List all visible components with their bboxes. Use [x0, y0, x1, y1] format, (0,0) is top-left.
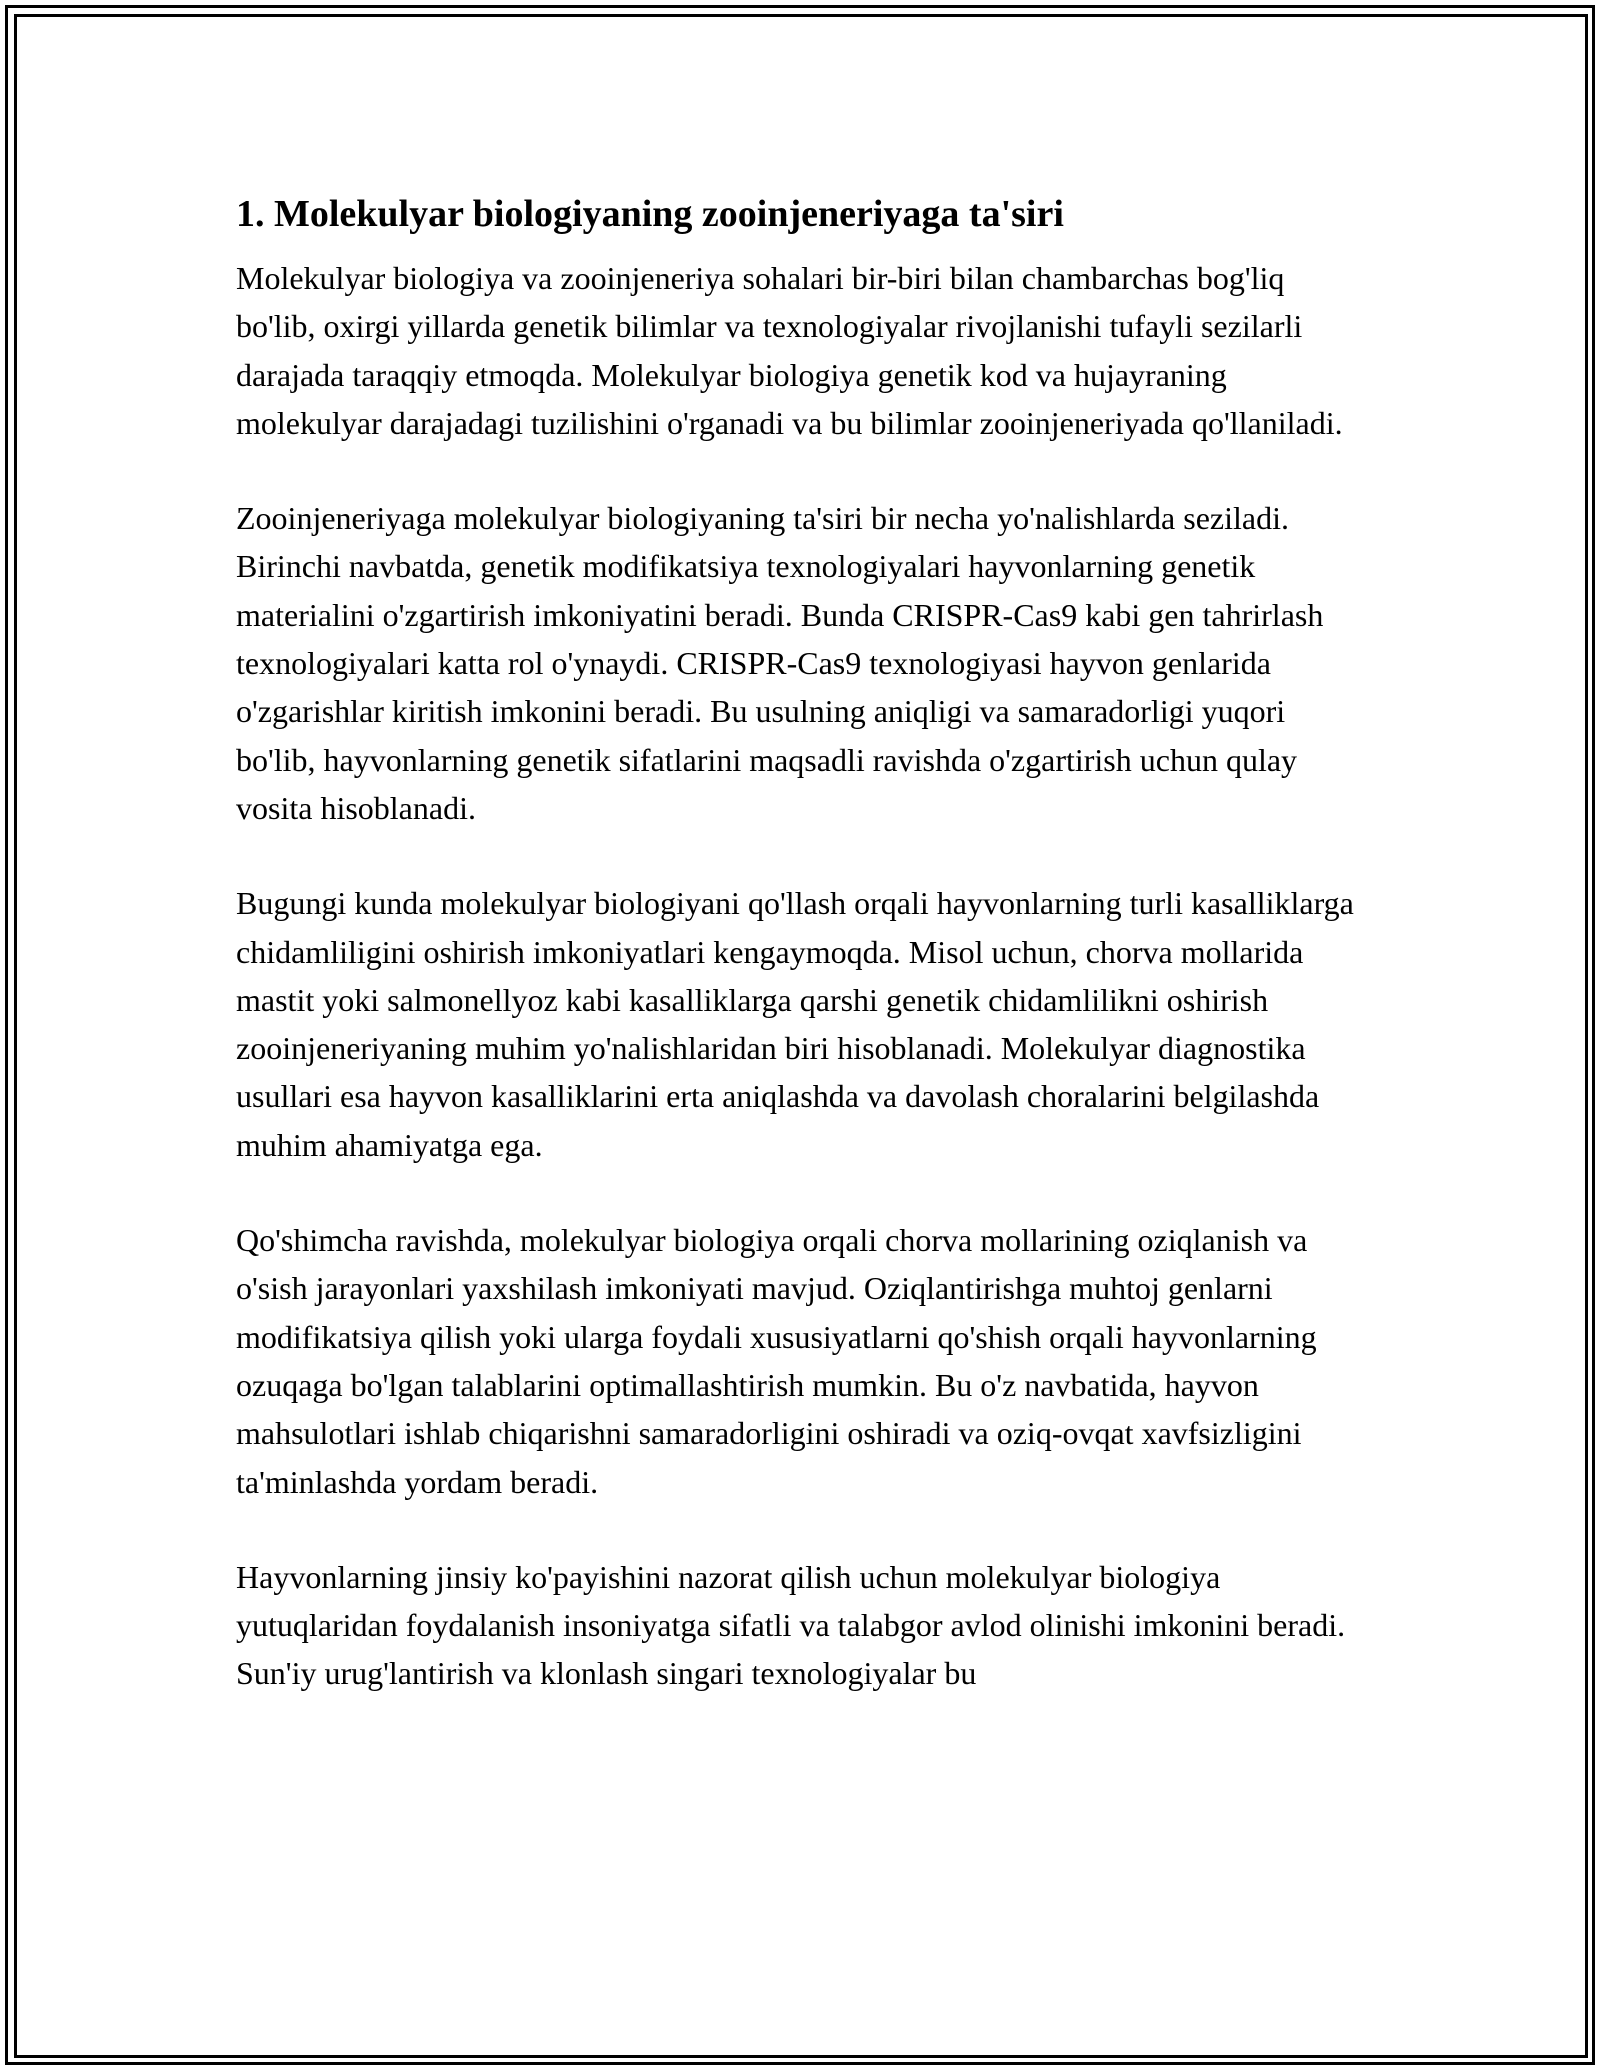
- document-body: [236, 182, 1366, 1698]
- section-heading: 1. Molekulyar biologiyaning zooinjeneriyaga ta'siri: [236, 193, 1064, 235]
- paragraph-2: Zooinjeneriyaga molekulyar biologiyaning ta'siri bir necha yo'nalishlarda seziladi. Birinchi navbatda, genetik modifikatsiya texnologiyalari hayvonlarning genetik materialini o'zgartirish imkoniyatini beradi. Bunda CRISPR-Cas9 kabi gen tahrirlash texnologiyalari katta rol o'ynaydi. CRISPR-Cas9 texnologiyasi hayvon genlarida o'zgarishlar kiritish imkonini beradi. Bu usulning aniqligi va samaradorligi yuqori bo'lib, hayvonlarning genetik sifatlarini maqsadli ravishda o'zgartirish uchun qulay vosita hisoblanadi.: [236, 500, 1324, 826]
- paragraph-4: Qo'shimcha ravishda, molekulyar biologiya orqali chorva mollarining oziqlanish va o'sish jarayonlari yaxshilash imkoniyati mavjud. Oziqlantirishga muhtoj genlarni modifikatsiya qilish yoki ularga foydali xususiyatlarni qo'shish orqali hayvonlarning ozuqaga bo'lgan talablarini optimallashtirish mumkin. Bu o'z navbatida, hayvon mahsulotlari ishlab chiqarishni samaradorligini oshiradi va oziq-ovqat xavfsizligini ta'minlashda yordam beradi.: [236, 1222, 1317, 1500]
- paragraph-3: Bugungi kunda molekulyar biologiyani qo'llash orqali hayvonlarning turli kasalliklarga chidamliligini oshirish imkoniyatlari kengaymoqda. Misol uchun, chorva mollarida mastit yoki salmonellyoz kabi kasalliklarga qarshi genetik chidamlilikni oshirish zooinjeneriyaning muhim yo'nalishlaridan biri hisoblanadi. Molekulyar diagnostika usullari esa hayvon kasalliklarini erta aniqlashda va davolash choralarini belgilashda muhim ahamiyatga ega.: [236, 885, 1354, 1163]
- paragraph-1: Molekulyar biologiya va zooinjeneriya sohalari bir-biri bilan chambarchas bog'liq bo'lib, oxirgi yillarda genetik bilimlar va texnologiyalar rivojlanishi tufayli sezilarli darajada taraqqiy etmoqda. Molekulyar biologiya genetik kod va hujayraning molekulyar darajadagi tuzilishini o'rganadi va bu bilimlar zooinjeneriyada qo'llaniladi.: [236, 260, 1343, 441]
- paragraph-5: Hayvonlarning jinsiy ko'payishini nazorat qilish uchun molekulyar biologiya yutuqlaridan foydalanish insoniyatga sifatli va talabgor avlod olinishi imkonini beradi. Sun'iy urug'lantirish va klonlash singari texnologiyalar bu: [236, 1558, 1346, 1692]
